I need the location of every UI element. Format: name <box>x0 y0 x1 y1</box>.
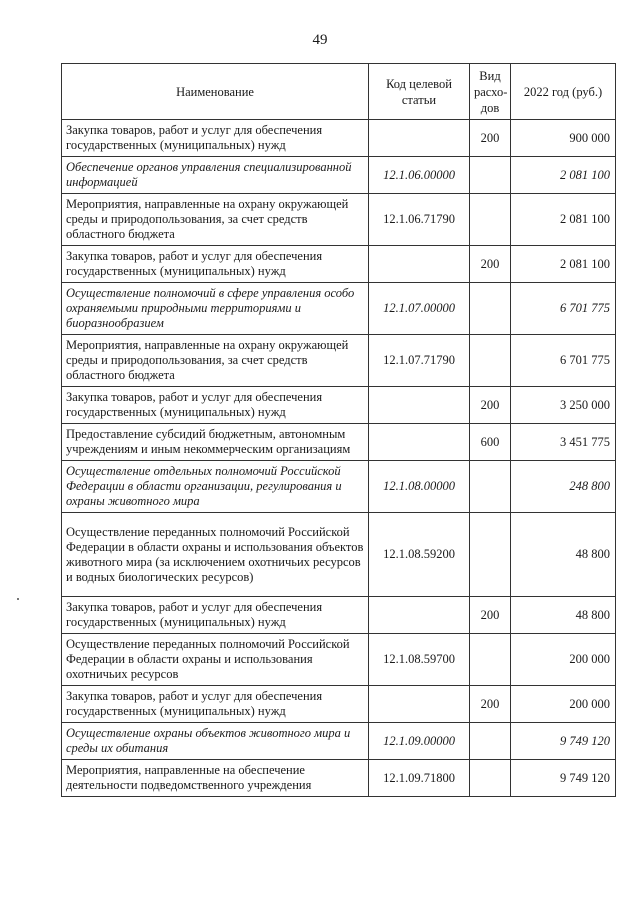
cell-name: Закупка товаров, работ и услуг для обеспечения государственных (муниципальных) нужд <box>62 120 369 157</box>
cell-code <box>369 387 470 424</box>
cell-type <box>470 157 511 194</box>
cell-code: 12.1.09.71800 <box>369 760 470 797</box>
cell-amount: 200 000 <box>511 686 616 723</box>
cell-code <box>369 246 470 283</box>
table-row <box>62 760 616 797</box>
table-row <box>62 634 616 686</box>
cell-amount: 6 701 775 <box>511 335 616 387</box>
header-code: Код целевой статьи <box>369 64 470 120</box>
table-row <box>62 513 616 597</box>
table-row <box>62 157 616 194</box>
cell-amount: 2 081 100 <box>511 194 616 246</box>
cell-amount: 3 451 775 <box>511 424 616 461</box>
cell-type <box>470 283 511 335</box>
cell-type <box>470 513 511 597</box>
cell-name: Осуществление охраны объектов животного мира и среды их обитания <box>62 723 369 760</box>
cell-amount: 900 000 <box>511 120 616 157</box>
cell-name: Осуществление переданных полномочий Российской Федерации в области охраны и использования охотничьих ресурсов <box>62 634 369 686</box>
table-row <box>62 461 616 513</box>
cell-name: Осуществление полномочий в сфере управления особо охраняемыми природными территориями и биоразнообразием <box>62 283 369 335</box>
table-row <box>62 424 616 461</box>
cell-type: 200 <box>470 387 511 424</box>
cell-name: Закупка товаров, работ и услуг для обеспечения государственных (муниципальных) нужд <box>62 387 369 424</box>
cell-code: 12.1.08.00000 <box>369 461 470 513</box>
cell-type <box>470 723 511 760</box>
cell-code: 12.1.06.00000 <box>369 157 470 194</box>
cell-amount: 9 749 120 <box>511 723 616 760</box>
cell-type: 200 <box>470 597 511 634</box>
cell-amount: 9 749 120 <box>511 760 616 797</box>
cell-type <box>470 335 511 387</box>
cell-name: Обеспечение органов управления специализированной информацией <box>62 157 369 194</box>
cell-amount: 2 081 100 <box>511 246 616 283</box>
table-row <box>62 597 616 634</box>
cell-name: Закупка товаров, работ и услуг для обеспечения государственных (муниципальных) нужд <box>62 597 369 634</box>
cell-code: 12.1.07.71790 <box>369 335 470 387</box>
cell-amount: 48 800 <box>511 597 616 634</box>
cell-amount: 2 081 100 <box>511 157 616 194</box>
header-name: Наименование <box>62 64 369 120</box>
table-row <box>62 194 616 246</box>
cell-amount: 200 000 <box>511 634 616 686</box>
cell-code <box>369 686 470 723</box>
cell-amount: 6 701 775 <box>511 283 616 335</box>
table-row <box>62 246 616 283</box>
cell-type: 200 <box>470 120 511 157</box>
cell-type <box>470 461 511 513</box>
cell-type: 600 <box>470 424 511 461</box>
cell-name: Осуществление отдельных полномочий Российской Федерации в области организации, регулирования и охраны животного мира <box>62 461 369 513</box>
table-row <box>62 723 616 760</box>
budget-table <box>61 63 616 797</box>
cell-code: 12.1.06.71790 <box>369 194 470 246</box>
table-row <box>62 120 616 157</box>
cell-code <box>369 424 470 461</box>
cell-type <box>470 634 511 686</box>
cell-type <box>470 760 511 797</box>
cell-code: 12.1.08.59700 <box>369 634 470 686</box>
cell-code: 12.1.07.00000 <box>369 283 470 335</box>
cell-name: Мероприятия, направленные на обеспечение деятельности подведомственного учреждения <box>62 760 369 797</box>
cell-name: Закупка товаров, работ и услуг для обеспечения государственных (муниципальных) нужд <box>62 686 369 723</box>
cell-code: 12.1.08.59200 <box>369 513 470 597</box>
header-type: Вид расхо-дов <box>470 64 511 120</box>
table-header-row <box>62 64 616 120</box>
cell-amount: 3 250 000 <box>511 387 616 424</box>
cell-name: Закупка товаров, работ и услуг для обеспечения государственных (муниципальных) нужд <box>62 246 369 283</box>
cell-amount: 48 800 <box>511 513 616 597</box>
cell-name: Мероприятия, направленные на охрану окружающей среды и природопользования, за счет средств областного бюджета <box>62 335 369 387</box>
cell-type: 200 <box>470 246 511 283</box>
table-row <box>62 335 616 387</box>
header-amount: 2022 год (руб.) <box>511 64 616 120</box>
cell-amount: 248 800 <box>511 461 616 513</box>
page-number: 49 <box>312 32 328 48</box>
cell-name: Осуществление переданных полномочий Российской Федерации в области охраны и использования объектов животного мира (за исключением охотничьих ресурсов и водных биологических ресурсов) <box>62 513 369 597</box>
cell-type: 200 <box>470 686 511 723</box>
cell-name: Предоставление субсидий бюджетным, автономным учреждениям и иным некоммерческим организациям <box>62 424 369 461</box>
scan-speck <box>17 598 19 600</box>
cell-code: 12.1.09.00000 <box>369 723 470 760</box>
table-row <box>62 387 616 424</box>
cell-code <box>369 120 470 157</box>
table-row <box>62 686 616 723</box>
cell-type <box>470 194 511 246</box>
cell-code <box>369 597 470 634</box>
cell-name: Мероприятия, направленные на охрану окружающей среды и природопользования, за счет средств областного бюджета <box>62 194 369 246</box>
table-row <box>62 283 616 335</box>
